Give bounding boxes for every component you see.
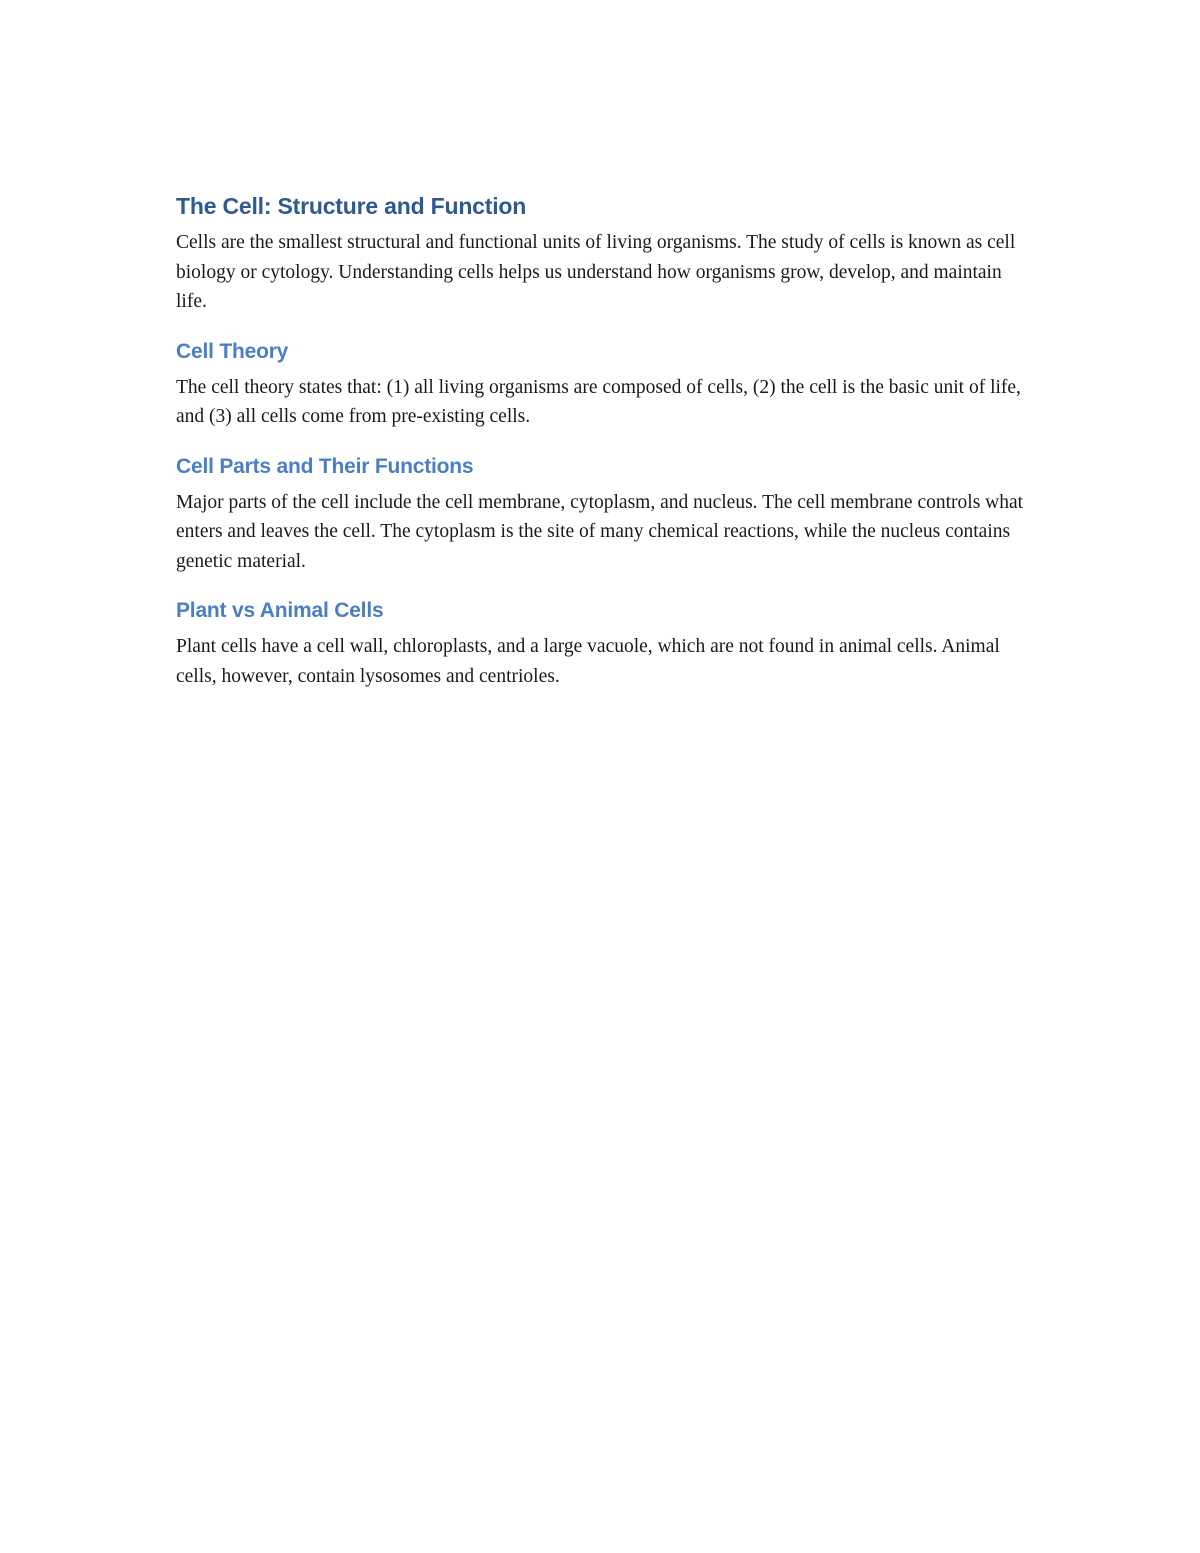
section-cell-parts xyxy=(176,452,1026,577)
document-body xyxy=(176,190,1026,691)
section-heading-plant-vs-animal: Plant vs Animal Cells xyxy=(176,599,384,622)
section-paragraph-plant-vs-animal: Plant cells have a cell wall, chloroplasts, and a large vacuole, which are not found in animal cells. Animal cells, however, contain lysosomes and centrioles. xyxy=(176,636,1000,687)
section-paragraph-cell-theory: The cell theory states that: (1) all living organisms are composed of cells, (2) the cell is the basic unit of life, and (3) all cells come from pre-existing cells. xyxy=(176,376,1021,427)
section-paragraph-cell-parts: Major parts of the cell include the cell membrane, cytoplasm, and nucleus. The cell membrane controls what enters and leaves the cell. The cytoplasm is the site of many chemical reactions, while the nucleus contains genetic material. xyxy=(176,491,1024,572)
intro-paragraph: Cells are the smallest structural and functional units of living organisms. The study of cells is known as cell biology or cytology. Understanding cells helps us understand how organisms grow, develop, and maintain life. xyxy=(176,232,1016,312)
section-plant-vs-animal xyxy=(176,596,1026,691)
document-title: The Cell: Structure and Function xyxy=(176,193,527,219)
section-heading-cell-theory: Cell Theory xyxy=(176,339,289,363)
section-heading-cell-parts: Cell Parts and Their Functions xyxy=(176,454,474,478)
section-cell-theory xyxy=(176,337,1026,432)
